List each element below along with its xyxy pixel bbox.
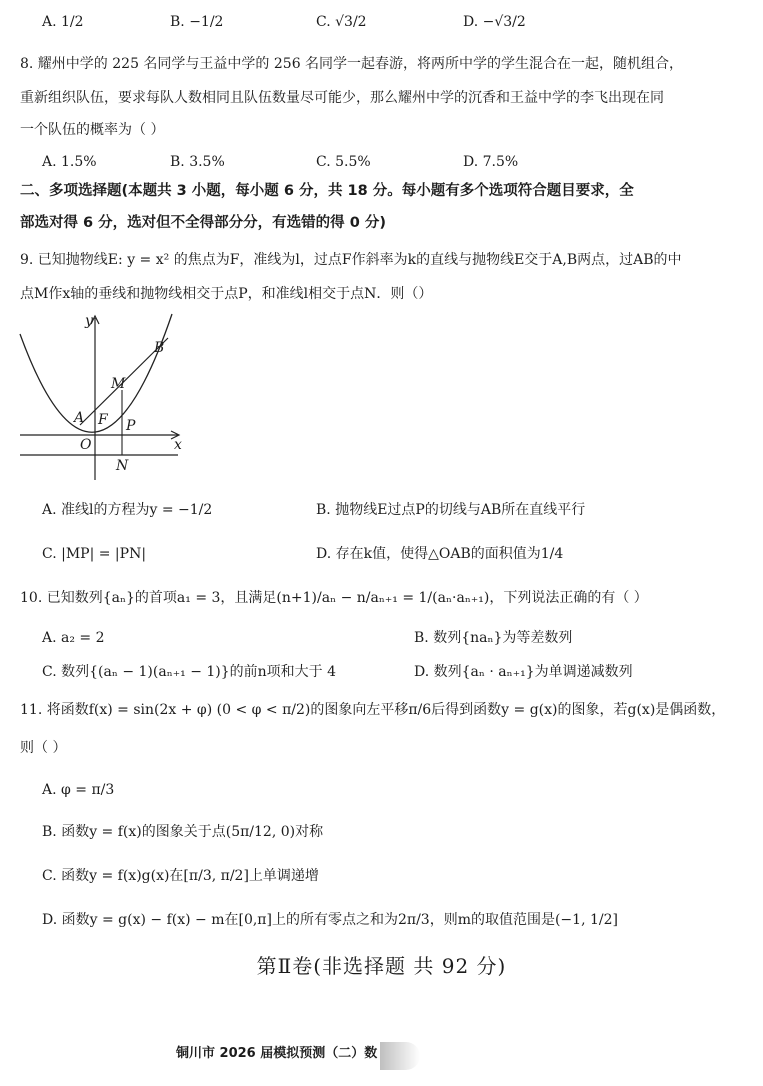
q11-option-b: B. 函数y = f(x)的图象关于点(5π/12, 0)对称 — [42, 824, 324, 840]
q11-option-a: A. φ = π/3 — [42, 782, 115, 798]
q9-option-b: B. 抛物线E过点P的切线与AB所在直线平行 — [316, 502, 586, 518]
q9-option-d: D. 存在k值，使得△OAB的面积值为1/4 — [316, 546, 564, 562]
q8-text-line2: 重新组织队伍，要求每队人数相同且队伍数量尽可能少，那么耀州中学的沉香和王益中学的李飞出现在同 — [20, 90, 664, 106]
q10-option-b: B. 数列{naₙ}为等差数列 — [414, 630, 573, 646]
q8-option-c: C. 5.5% — [316, 154, 371, 170]
q11-option-c: C. 函数y = f(x)g(x)在[π/3, π/2]上单调递增 — [42, 868, 319, 884]
q9-text-line1: 9. 已知抛物线E: y = x² 的焦点为F，准线为l，过点F作斜率为k的直线与抛物线E交于A,B两点，过AB的中 — [20, 252, 682, 268]
q7-option-c: C. √3/2 — [316, 14, 367, 30]
q10-text-line1: 10. 已知数列{aₙ}的首项a₁ = 3，且满足(n+1)/aₙ − n/aₙ₊₁ = 1/(aₙ·aₙ₊₁)，下列说法正确的有（ ） — [20, 590, 648, 606]
q10-option-c: C. 数列{(aₙ − 1)(aₙ₊₁ − 1)}的前n项和大于 4 — [42, 664, 337, 680]
label-y: y — [85, 313, 93, 329]
parabola-figure — [18, 312, 188, 482]
q8-option-d: D. 7.5% — [463, 154, 519, 170]
q8-text-line3: 一个队伍的概率为（ ） — [20, 122, 165, 138]
label-f: F — [98, 412, 108, 428]
label-n: N — [116, 458, 129, 474]
q11-option-d: D. 函数y = g(x) − f(x) − m在[0,π]上的所有零点之和为2π/3，则m的取值范围是(−1, 1/2] — [42, 912, 618, 928]
label-b: B — [154, 340, 165, 356]
q9-option-c: C. |MP| = |PN| — [42, 546, 147, 562]
label-m: M — [111, 376, 126, 392]
label-x: x — [174, 437, 182, 453]
q9-text-line2: 点M作x轴的垂线和抛物线相交于点P，和准线l相交于点N．则（） — [20, 286, 433, 302]
q11-text-line1: 11. 将函数f(x) = sin(2x + φ) (0 < φ < π/2)的图象向左平移π/6后得到函数y = g(x)的图象，若g(x)是偶函数， — [20, 702, 726, 718]
section2-heading-line2: 部选对得 6 分，选对但不全得部分分，有选错的得 0 分) — [20, 215, 386, 231]
label-o: O — [80, 437, 92, 453]
q7-option-a: A. 1/2 — [42, 14, 84, 30]
q8-text-line1: 8. 耀州中学的 225 名同学与王益中学的 256 名同学一起春游，将两所中学的学生混合在一起，随机组合， — [20, 56, 684, 72]
q7-option-b: B. −1/2 — [170, 14, 224, 30]
q8-option-a: A. 1.5% — [42, 154, 97, 170]
label-p: P — [126, 418, 136, 434]
q10-option-d: D. 数列{aₙ · aₙ₊₁}为单调递减数列 — [414, 664, 633, 680]
section2-heading-line1: 二、多项选择题(本题共 3 小题，每小题 6 分，共 18 分。每小题有多个选项符合题目要求，全 — [20, 183, 634, 199]
page-curl-shadow — [380, 1042, 420, 1070]
q11-text-line2: 则（ ） — [20, 740, 67, 756]
q7-option-d: D. −√3/2 — [463, 14, 526, 30]
page-footer: 铜川市 2026 届模拟预测（二）数 — [176, 1046, 378, 1061]
part2-title: 第Ⅱ卷(非选择题 共 92 分) — [256, 954, 507, 978]
q9-option-a: A. 准线l的方程为y = −1/2 — [42, 502, 213, 518]
parabola-curve — [20, 314, 172, 432]
q8-option-b: B. 3.5% — [170, 154, 225, 170]
q10-option-a: A. a₂ = 2 — [42, 630, 105, 646]
label-a: A — [74, 410, 85, 426]
